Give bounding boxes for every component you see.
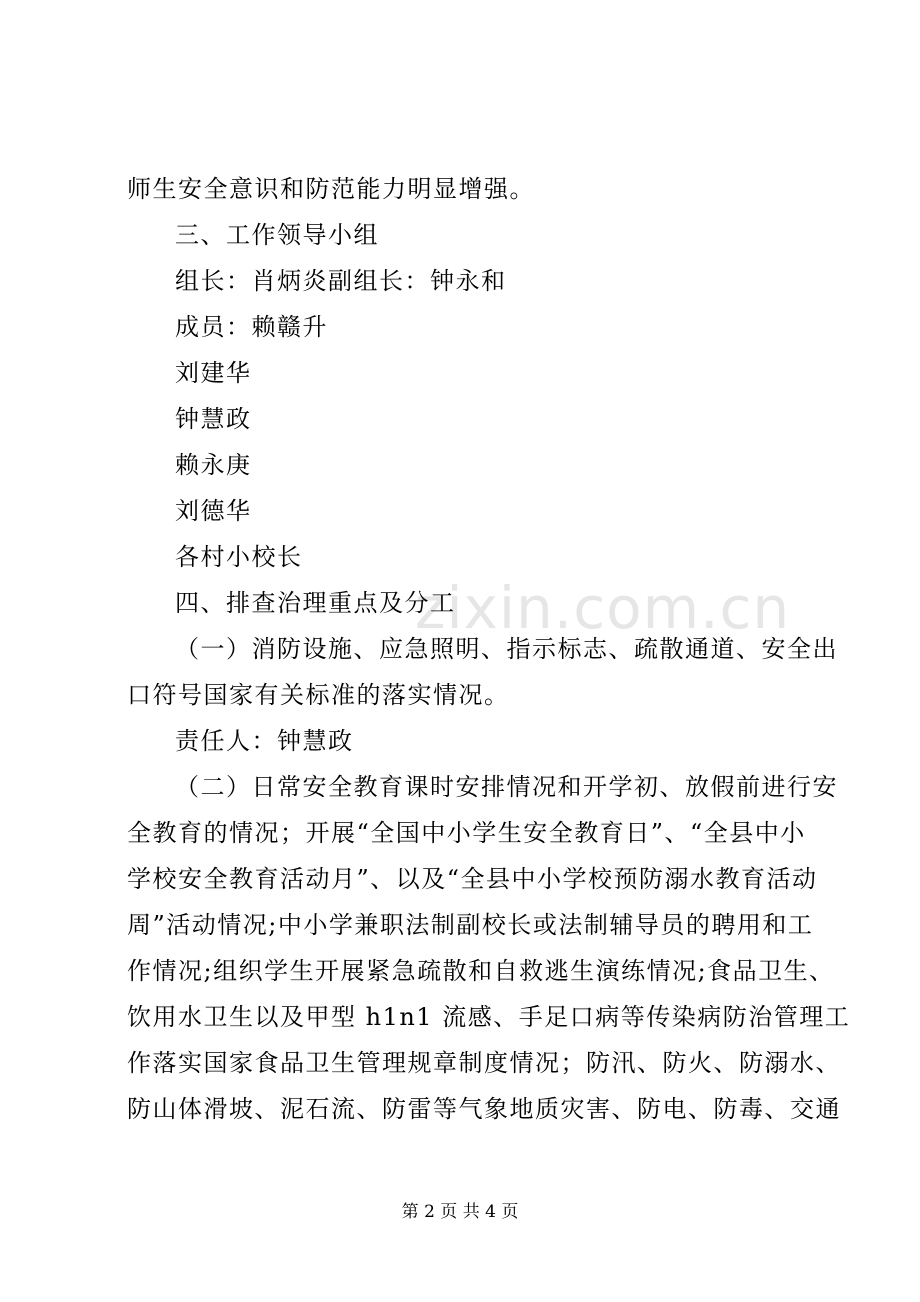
section-heading-3: 三、工作领导小组 bbox=[175, 221, 379, 249]
page-footer: 第 2 页 共 4 页 bbox=[401, 1202, 519, 1222]
member-name: 刘建华 bbox=[175, 359, 252, 387]
paragraph-line: 口符号国家有关标准的落实情况。 bbox=[127, 681, 510, 709]
paragraph-line: 作落实国家食品卫生管理规章制度情况；防汛、防火、防溺水、 bbox=[127, 1049, 841, 1077]
paragraph-line: （一）消防设施、应急照明、指示标志、疏散通道、安全出 bbox=[175, 635, 838, 663]
responsible-person-line: 责任人：钟慧政 bbox=[175, 727, 354, 755]
paragraph-line: 全教育的情况；开展“全国中小学生安全教育日”、“全县中小 bbox=[127, 819, 806, 847]
document-body bbox=[127, 166, 851, 1132]
section-heading-4: 四、排查治理重点及分工 bbox=[175, 589, 456, 617]
member-line: 成员：赖赣升 bbox=[175, 313, 328, 341]
leader-line: 组长：肖炳炎副组长：钟永和 bbox=[175, 267, 507, 295]
watermark-text: zixin.com.cn bbox=[415, 574, 791, 642]
member-name: 钟慧政 bbox=[175, 405, 252, 433]
paragraph-line: 作情况;组织学生开展紧急疏散和自救逃生演练情况;食品卫生、 bbox=[127, 957, 835, 985]
paragraph-line: 学校安全教育活动月”、以及“全县中小学校预防溺水教育活动 bbox=[127, 865, 818, 893]
member-name: 各村小校长 bbox=[175, 543, 303, 571]
paragraph-line: 防山体滑坡、泥石流、防雷等气象地质灾害、防电、防毒、交通 bbox=[127, 1095, 841, 1123]
paragraph-line: （二）日常安全教育课时安排情况和开学初、放假前进行安 bbox=[175, 773, 838, 801]
member-name: 刘德华 bbox=[175, 497, 252, 525]
paragraph-line: 饮用水卫生以及甲型 h1n1 流感、手足口病等传染病防治管理工 bbox=[127, 1003, 851, 1031]
paragraph-line: 师生安全意识和防范能力明显增强。 bbox=[127, 175, 535, 203]
member-name: 赖永庚 bbox=[175, 451, 252, 479]
paragraph-line: 周”活动情况;中小学兼职法制副校长或法制辅导员的聘用和工 bbox=[127, 911, 814, 939]
